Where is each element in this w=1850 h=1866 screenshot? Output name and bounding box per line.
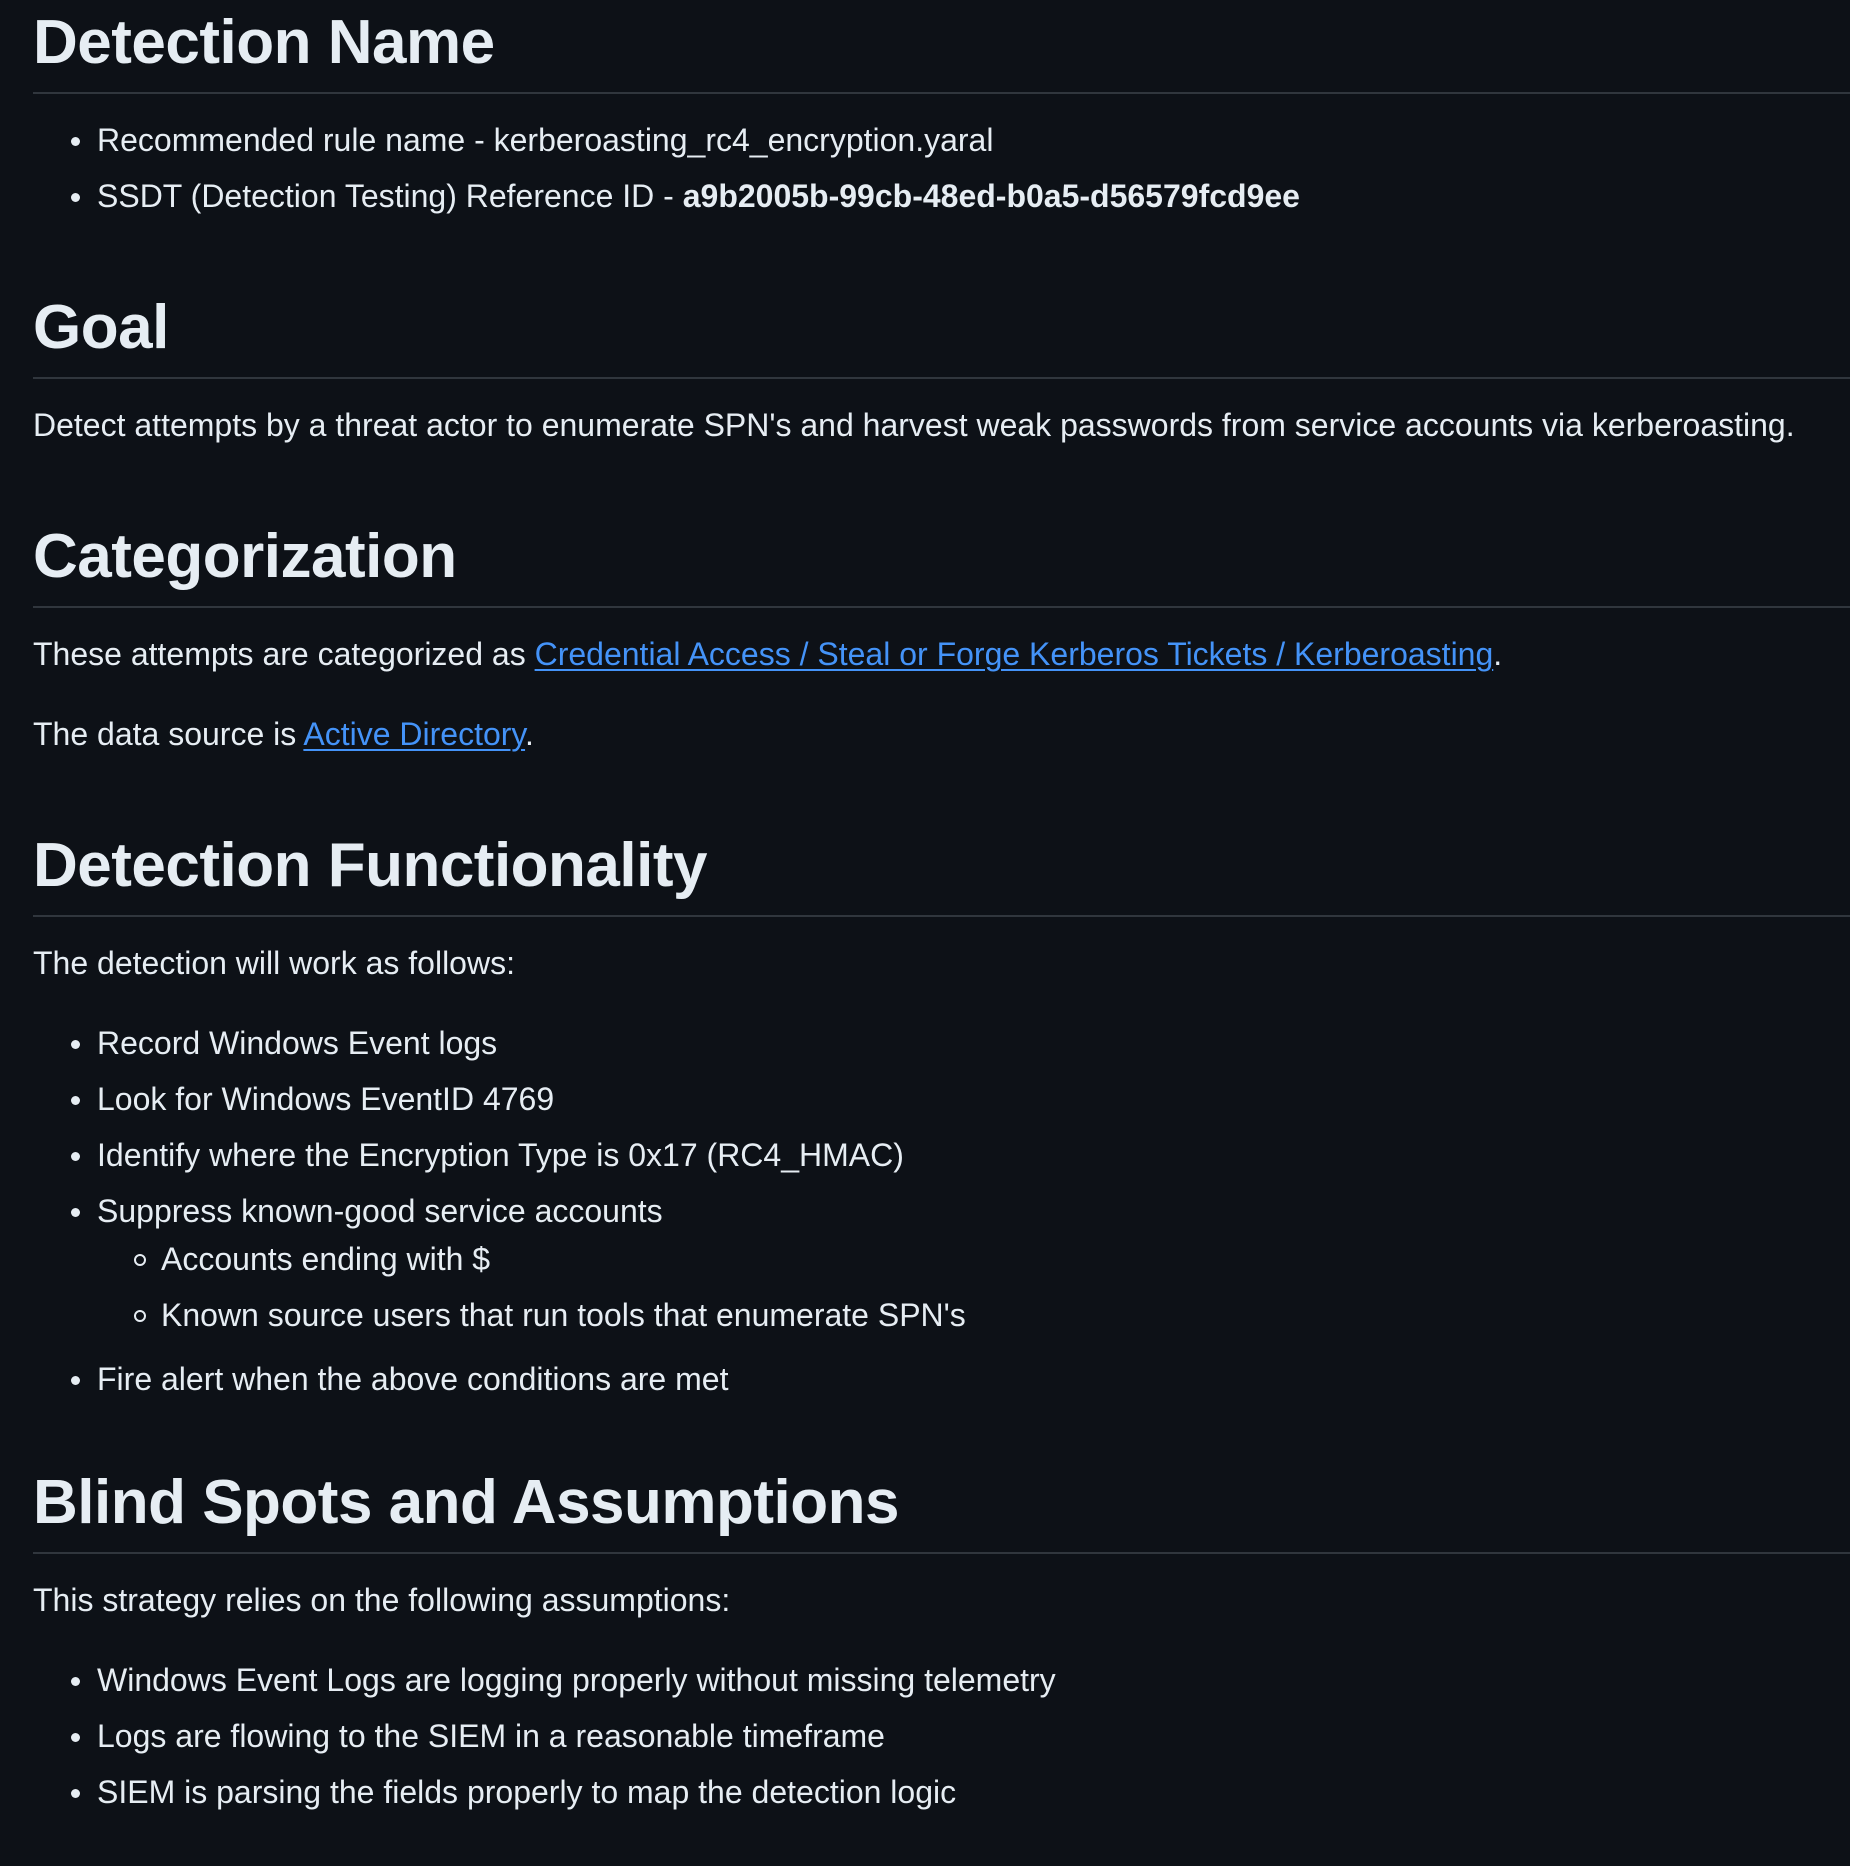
- section-blind-spots: [33, 1464, 1850, 1824]
- assumptions-intro: This strategy relies on the following assumptions:: [33, 1581, 731, 1618]
- list-item: Identify where the Encryption Type is 0x17 (RC4_HMAC): [97, 1131, 1850, 1187]
- list-item: Record Windows Event logs: [97, 1019, 1850, 1075]
- data-source-text: The data source is Active Directory.: [33, 715, 534, 752]
- list-item: Logs are flowing to the SIEM in a reasonable timeframe: [97, 1712, 1850, 1768]
- heading-goal: Goal: [33, 293, 169, 362]
- heading-categorization: Categorization: [33, 522, 457, 591]
- divider: [33, 1552, 1850, 1554]
- section-categorization: [33, 518, 1850, 758]
- functionality-intro: The detection will work as follows:: [33, 944, 515, 981]
- heading-blind-spots: Blind Spots and Assumptions: [33, 1468, 900, 1537]
- data-source-link[interactable]: Active Directory: [303, 715, 526, 752]
- assumptions-list: [33, 1656, 1850, 1824]
- divider: [33, 915, 1850, 917]
- list-item: Suppress known-good service accounts Accounts ending with $ Known source users that run tools that enumerate SPN's: [97, 1187, 1850, 1347]
- section-goal: [33, 289, 1850, 449]
- list-item: Windows Event Logs are logging properly without missing telemetry: [97, 1656, 1850, 1712]
- list-item: Look for Windows EventID 4769: [97, 1075, 1850, 1131]
- mitre-technique-link[interactable]: Credential Access / Steal or Forge Kerberos Tickets / Kerberoasting: [534, 635, 1494, 672]
- divider: [33, 92, 1850, 94]
- list-item: Recommended rule name - kerberoasting_rc4_encryption.yaral: [97, 116, 1850, 172]
- sub-list-item: Accounts ending with $: [161, 1235, 1850, 1291]
- divider: [33, 377, 1850, 379]
- heading-detection-name: Detection Name: [33, 8, 495, 77]
- section-detection-name: [33, 4, 1850, 228]
- list-item: Fire alert when the above conditions are met: [97, 1355, 1850, 1403]
- list-item: SSDT (Detection Testing) Reference ID - a9b2005b-99cb-48ed-b0a5-d56579fcd9ee: [97, 172, 1850, 228]
- section-detection-functionality: [33, 827, 1850, 1403]
- categorization-text: These attempts are categorized as Credential Access / Steal or Forge Kerberos Tickets / Kerberoasting.: [33, 635, 1503, 672]
- heading-detection-functionality: Detection Functionality: [33, 831, 707, 900]
- ssdt-reference-id: a9b2005b-99cb-48ed-b0a5-d56579fcd9ee: [682, 177, 1300, 214]
- divider: [33, 606, 1850, 608]
- suppression-sublist: [97, 1235, 1850, 1347]
- functionality-list: [33, 1019, 1850, 1403]
- list-item: SIEM is parsing the fields properly to map the detection logic: [97, 1768, 1850, 1824]
- detection-name-list: [33, 116, 1850, 228]
- goal-text: Detect attempts by a threat actor to enumerate SPN's and harvest weak passwords from service accounts via kerberoasting.: [33, 406, 1795, 443]
- sub-list-item: Known source users that run tools that enumerate SPN's: [161, 1291, 1850, 1347]
